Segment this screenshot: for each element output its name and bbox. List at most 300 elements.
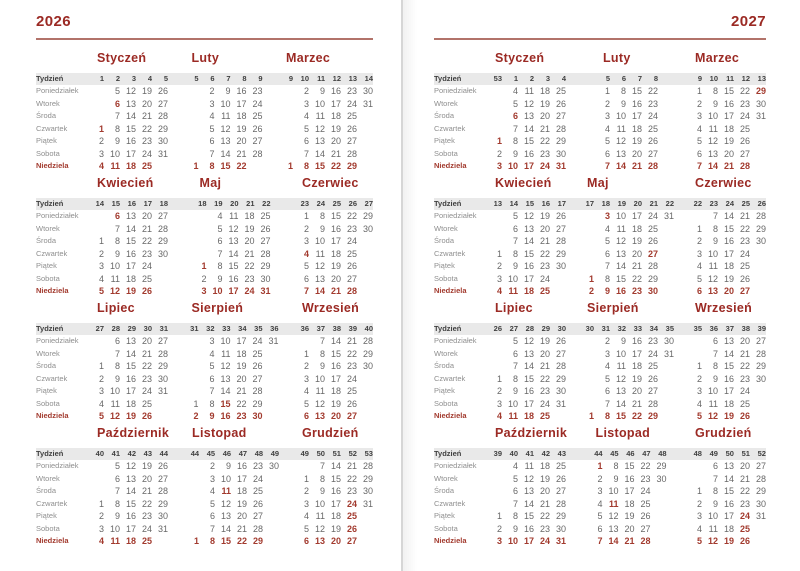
day-number: 7 — [512, 123, 518, 134]
day-number: 10 — [707, 386, 718, 396]
day-number: 20 — [539, 111, 550, 121]
day-number: 28 — [252, 148, 263, 159]
week-number: 25 — [741, 199, 750, 208]
day-number: 29 — [555, 136, 566, 146]
day-number: 17 — [631, 348, 642, 359]
day-number: 28 — [346, 148, 357, 159]
day-number: 25 — [346, 111, 357, 121]
day-number-holiday: 31 — [555, 536, 566, 546]
day-number: 8 — [712, 223, 718, 234]
weekday-label: Piątek — [434, 511, 455, 520]
day-number: 14 — [523, 123, 534, 134]
day-number: 18 — [539, 86, 550, 96]
day-number-holiday: 22 — [237, 536, 248, 546]
week-number: 8 — [242, 74, 247, 83]
day-number — [651, 523, 667, 536]
day-number — [486, 235, 502, 248]
day-number — [550, 273, 566, 286]
day-number — [486, 360, 502, 373]
day-number-holiday: 16 — [615, 286, 626, 296]
day-number: 8 — [319, 348, 325, 359]
weekday-label: Piątek — [36, 261, 57, 270]
day-number: 8 — [114, 361, 120, 371]
day-number — [277, 98, 293, 111]
day-number: 11 — [315, 386, 325, 396]
day-number: 4 — [512, 86, 518, 96]
weekday-label: Czwartek — [434, 123, 466, 133]
weekday-label: Sobota — [36, 148, 60, 158]
day-row — [587, 523, 667, 536]
month-row — [434, 424, 766, 548]
day-number — [486, 473, 502, 486]
day-number-holiday: 8 — [604, 411, 610, 421]
day-number: 6 — [303, 273, 309, 284]
day-number: 1 — [696, 223, 702, 234]
week-numbers-row — [578, 198, 674, 210]
day-number: 12 — [125, 86, 136, 96]
day-row — [686, 410, 766, 423]
day-number — [651, 485, 667, 498]
day-row — [686, 385, 766, 398]
day-number: 7 — [114, 223, 120, 234]
week-number: 16 — [541, 199, 550, 208]
day-number: 9 — [712, 98, 718, 109]
day-number: 20 — [141, 98, 152, 109]
day-number: 20 — [631, 148, 642, 159]
day-row — [486, 235, 566, 248]
day-number — [263, 535, 279, 548]
day-row — [587, 535, 667, 548]
week-number: 13 — [757, 74, 766, 83]
day-number: 26 — [647, 236, 658, 246]
day-number — [357, 148, 373, 161]
week-number-label: Tydzień — [434, 199, 462, 208]
day-number: 11 — [708, 523, 718, 534]
weekday-label: Czwartek — [36, 373, 68, 383]
day-number: 12 — [615, 136, 626, 146]
day-number: 19 — [723, 136, 734, 146]
day-row — [88, 498, 169, 511]
day-number: 29 — [362, 348, 373, 359]
month-title: Styczeń — [495, 51, 545, 65]
day-number: 26 — [555, 211, 566, 221]
day-number: 1 — [696, 486, 702, 496]
day-number-holiday: 6 — [696, 286, 702, 296]
day-number — [183, 485, 199, 498]
day-number-holiday: 12 — [707, 536, 718, 546]
day-number: 15 — [615, 273, 626, 284]
day-number: 23 — [141, 136, 152, 146]
month-title: Lipiec — [97, 301, 135, 315]
day-row — [88, 460, 169, 473]
day-number — [263, 473, 279, 486]
day-number: 16 — [631, 336, 642, 346]
day-number-holiday: 18 — [523, 411, 534, 421]
week-number: 37 — [316, 324, 325, 333]
day-number-holiday: 15 — [220, 398, 231, 409]
weekday-label: Czwartek — [434, 248, 466, 258]
day-row — [183, 523, 279, 536]
day-number: 27 — [647, 148, 658, 159]
day-number-holiday: 22 — [631, 411, 642, 421]
day-number: 19 — [539, 336, 550, 346]
day-row — [277, 160, 373, 173]
week-number: 20 — [230, 199, 239, 208]
day-number: 4 — [696, 123, 702, 134]
day-number: 16 — [125, 511, 136, 521]
day-number — [191, 248, 207, 261]
day-number: 26 — [739, 273, 750, 284]
weekday-labels-column — [434, 49, 486, 173]
day-row — [88, 485, 169, 498]
day-number: 27 — [157, 211, 168, 221]
week-number: 21 — [649, 199, 658, 208]
day-number: 2 — [496, 261, 502, 271]
day-number — [578, 373, 594, 386]
week-number: 31 — [159, 324, 168, 333]
day-number: 27 — [555, 486, 566, 496]
day-number-holiday: 10 — [212, 286, 223, 296]
day-number — [578, 248, 594, 261]
day-row — [88, 410, 168, 423]
day-number: 4 — [696, 523, 702, 534]
day-number: 11 — [708, 398, 718, 409]
day-number: 16 — [236, 86, 247, 96]
week-number: 29 — [127, 324, 136, 333]
weekday-label: Poniedziałek — [434, 461, 477, 470]
day-row — [486, 110, 566, 123]
weekday-label: Środa — [434, 236, 455, 245]
day-number: 3 — [303, 98, 309, 109]
day-number: 17 — [723, 511, 734, 521]
day-number: 12 — [314, 523, 325, 534]
day-number: 9 — [114, 511, 120, 521]
day-number: 29 — [555, 248, 566, 259]
week-number: 47 — [238, 449, 248, 458]
day-number-holiday: 15 — [221, 536, 232, 546]
day-row — [486, 385, 566, 398]
day-number: 4 — [597, 498, 603, 509]
day-number — [183, 473, 199, 486]
day-number: 8 — [512, 511, 518, 521]
day-number: 13 — [125, 336, 136, 346]
day-number: 29 — [555, 511, 566, 521]
weekday-label: Środa — [434, 361, 455, 370]
week-number: 44 — [594, 449, 603, 458]
day-row — [183, 335, 279, 348]
day-number: 17 — [125, 148, 136, 159]
day-number: 6 — [303, 136, 309, 146]
week-number: 22 — [693, 199, 702, 208]
day-number: 22 — [141, 123, 152, 134]
day-number — [183, 123, 199, 136]
week-number: 51 — [741, 449, 750, 458]
day-number-holiday: 23 — [236, 411, 247, 421]
day-row — [578, 210, 674, 223]
day-number: 19 — [236, 361, 247, 371]
day-row — [578, 410, 674, 423]
day-number: 15 — [330, 211, 341, 221]
day-number: 10 — [109, 523, 120, 534]
months-area — [486, 424, 766, 548]
day-number: 21 — [631, 398, 642, 409]
day-number: 26 — [253, 498, 264, 509]
day-row — [293, 360, 373, 373]
week-number: 15 — [111, 199, 120, 208]
day-row — [578, 385, 674, 398]
month-title: Wrzesień — [695, 301, 753, 315]
month-block — [486, 174, 566, 298]
weekday-label: Piątek — [434, 261, 455, 270]
day-number: 19 — [141, 461, 152, 471]
day-number-holiday: 12 — [109, 411, 120, 421]
day-number: 29 — [755, 361, 766, 371]
day-number — [550, 410, 566, 423]
day-number: 3 — [604, 348, 610, 359]
day-number-holiday: 28 — [739, 161, 750, 171]
day-number: 14 — [615, 398, 626, 409]
day-number: 10 — [220, 336, 231, 346]
week-number: 3 — [545, 74, 550, 83]
day-row — [686, 135, 766, 148]
day-row — [277, 98, 373, 111]
day-number-holiday: 25 — [346, 511, 357, 521]
week-number: 12 — [741, 74, 750, 83]
day-number: 3 — [696, 511, 702, 521]
day-number: 29 — [555, 373, 566, 384]
day-number: 15 — [125, 123, 136, 134]
day-number: 12 — [707, 136, 718, 146]
day-number: 21 — [330, 148, 341, 159]
day-number: 2 — [696, 98, 702, 109]
day-number-holiday: 9 — [209, 411, 215, 421]
week-numbers-row — [486, 73, 566, 85]
day-row — [486, 273, 566, 286]
day-number: 23 — [253, 461, 264, 471]
day-number — [750, 385, 766, 398]
day-number: 23 — [539, 523, 550, 534]
month-row — [434, 49, 766, 173]
day-number — [183, 110, 199, 123]
day-number — [183, 85, 199, 98]
day-number: 11 — [315, 248, 325, 259]
day-number-holiday: 4 — [496, 411, 502, 421]
month-block — [578, 174, 674, 298]
day-number: 15 — [523, 136, 534, 146]
day-number: 2 — [98, 511, 104, 521]
day-number: 9 — [512, 386, 518, 396]
day-number: 29 — [157, 123, 168, 134]
day-number: 26 — [555, 98, 566, 109]
day-number: 14 — [523, 498, 534, 509]
weekday-label: Sobota — [434, 148, 458, 158]
day-number: 3 — [696, 248, 702, 259]
day-number — [191, 235, 207, 248]
day-row — [183, 98, 263, 111]
day-row — [486, 485, 567, 498]
day-number: 24 — [739, 111, 750, 121]
week-number: 33 — [222, 324, 231, 333]
day-number: 3 — [604, 111, 610, 121]
title-spacer — [36, 424, 88, 448]
day-number: 17 — [125, 523, 136, 534]
day-number: 2 — [496, 523, 502, 534]
day-number: 27 — [252, 373, 263, 384]
day-number-holiday: 10 — [507, 161, 518, 171]
day-number: 5 — [217, 223, 223, 234]
day-number: 29 — [252, 398, 263, 409]
day-number: 12 — [608, 511, 619, 521]
day-number: 22 — [346, 348, 357, 359]
day-number: 8 — [114, 236, 120, 246]
day-number-holiday: 20 — [330, 411, 341, 421]
day-number: 9 — [512, 261, 518, 271]
day-row — [88, 348, 168, 361]
day-number: 15 — [330, 473, 341, 484]
week-number: 43 — [557, 449, 566, 458]
day-number-holiday: 8 — [210, 536, 216, 546]
day-number: 14 — [615, 261, 626, 271]
week-number: 53 — [364, 449, 373, 458]
day-number-holiday: 29 — [253, 536, 264, 546]
day-number: 13 — [707, 148, 718, 159]
day-number: 6 — [512, 486, 518, 496]
day-number: 25 — [647, 223, 658, 234]
day-number: 18 — [236, 111, 247, 121]
week-numbers-row — [183, 73, 263, 85]
week-number: 45 — [610, 449, 619, 458]
day-number-holiday: 5 — [98, 286, 104, 296]
day-number: 14 — [523, 361, 534, 371]
month-title: Lipiec — [495, 301, 533, 315]
day-row — [88, 110, 168, 123]
day-number: 30 — [555, 148, 566, 159]
day-number: 9 — [319, 486, 325, 496]
day-row — [486, 473, 567, 486]
day-row — [686, 510, 766, 523]
day-number: 21 — [236, 386, 247, 396]
week-numbers-row — [486, 448, 567, 460]
day-row — [578, 235, 674, 248]
day-number: 5 — [696, 136, 702, 146]
day-number — [486, 110, 502, 123]
week-number: 14 — [364, 74, 373, 83]
day-number — [357, 123, 373, 136]
day-number: 16 — [330, 223, 341, 234]
day-number — [578, 348, 594, 361]
day-number — [750, 148, 766, 161]
day-number — [152, 160, 168, 173]
year-rule — [36, 38, 373, 40]
day-number: 5 — [210, 498, 216, 509]
day-number: 5 — [209, 123, 215, 134]
day-number — [183, 98, 199, 111]
week-number: 48 — [693, 449, 702, 458]
title-spacer — [36, 174, 88, 198]
day-row — [293, 210, 373, 223]
month-block — [293, 424, 373, 548]
day-number: 12 — [314, 123, 325, 134]
day-number — [263, 410, 279, 423]
week-numbers-row — [88, 73, 168, 85]
day-number-holiday: 25 — [539, 286, 550, 296]
day-number: 22 — [346, 473, 357, 484]
week-numbers-row — [686, 198, 766, 210]
day-number: 27 — [555, 111, 566, 121]
day-number: 7 — [512, 498, 518, 509]
week-numbers-row — [183, 323, 279, 335]
day-number — [578, 223, 594, 236]
day-number-holiday: 3 — [496, 536, 502, 546]
week-numbers-row — [88, 198, 168, 210]
day-row — [686, 523, 766, 536]
year-rule — [434, 38, 766, 40]
week-number: 5 — [163, 74, 168, 83]
day-number-holiday: 20 — [723, 286, 734, 296]
week-number: 51 — [332, 449, 341, 458]
day-row — [293, 460, 373, 473]
day-number: 19 — [631, 236, 642, 246]
day-number: 21 — [346, 336, 357, 346]
day-number: 23 — [244, 273, 255, 284]
day-number: 14 — [314, 148, 325, 159]
day-number: 10 — [707, 511, 718, 521]
day-number: 30 — [555, 261, 566, 271]
day-number — [658, 223, 674, 236]
day-row — [183, 535, 279, 548]
day-number: 16 — [237, 461, 248, 471]
day-number: 31 — [362, 498, 373, 509]
weekday-label: Wtorek — [434, 223, 458, 233]
day-number: 12 — [314, 398, 325, 409]
day-number: 16 — [723, 98, 734, 109]
day-number: 20 — [141, 473, 152, 484]
day-number: 22 — [141, 361, 152, 371]
day-number: 22 — [739, 223, 750, 234]
day-number: 9 — [512, 523, 518, 534]
day-number — [658, 360, 674, 373]
day-number: 4 — [209, 111, 215, 121]
day-number: 4 — [210, 486, 216, 496]
day-row — [88, 273, 168, 286]
day-number: 11 — [229, 211, 239, 221]
day-number: 30 — [362, 86, 373, 96]
day-row — [293, 485, 373, 498]
day-number — [686, 460, 702, 473]
month-grid-left — [36, 49, 373, 548]
day-number: 10 — [507, 398, 518, 409]
weekday-label: Piątek — [434, 386, 455, 395]
month-title: Październik — [97, 426, 170, 440]
day-number: 20 — [631, 386, 642, 396]
month-block — [486, 49, 566, 173]
day-number: 8 — [712, 486, 718, 496]
day-number: 31 — [362, 98, 373, 109]
day-number-holiday: 24 — [539, 536, 550, 546]
day-number-holiday: 7 — [604, 161, 610, 171]
day-number: 28 — [362, 461, 373, 471]
day-number — [578, 210, 594, 223]
day-number: 31 — [268, 336, 279, 346]
month-block — [578, 299, 674, 423]
day-row — [578, 285, 674, 298]
day-number: 8 — [512, 248, 518, 259]
day-number — [357, 385, 373, 398]
day-number-holiday: 19 — [723, 536, 734, 546]
day-row — [88, 535, 169, 548]
day-number: 29 — [157, 498, 168, 509]
day-row — [183, 360, 279, 373]
